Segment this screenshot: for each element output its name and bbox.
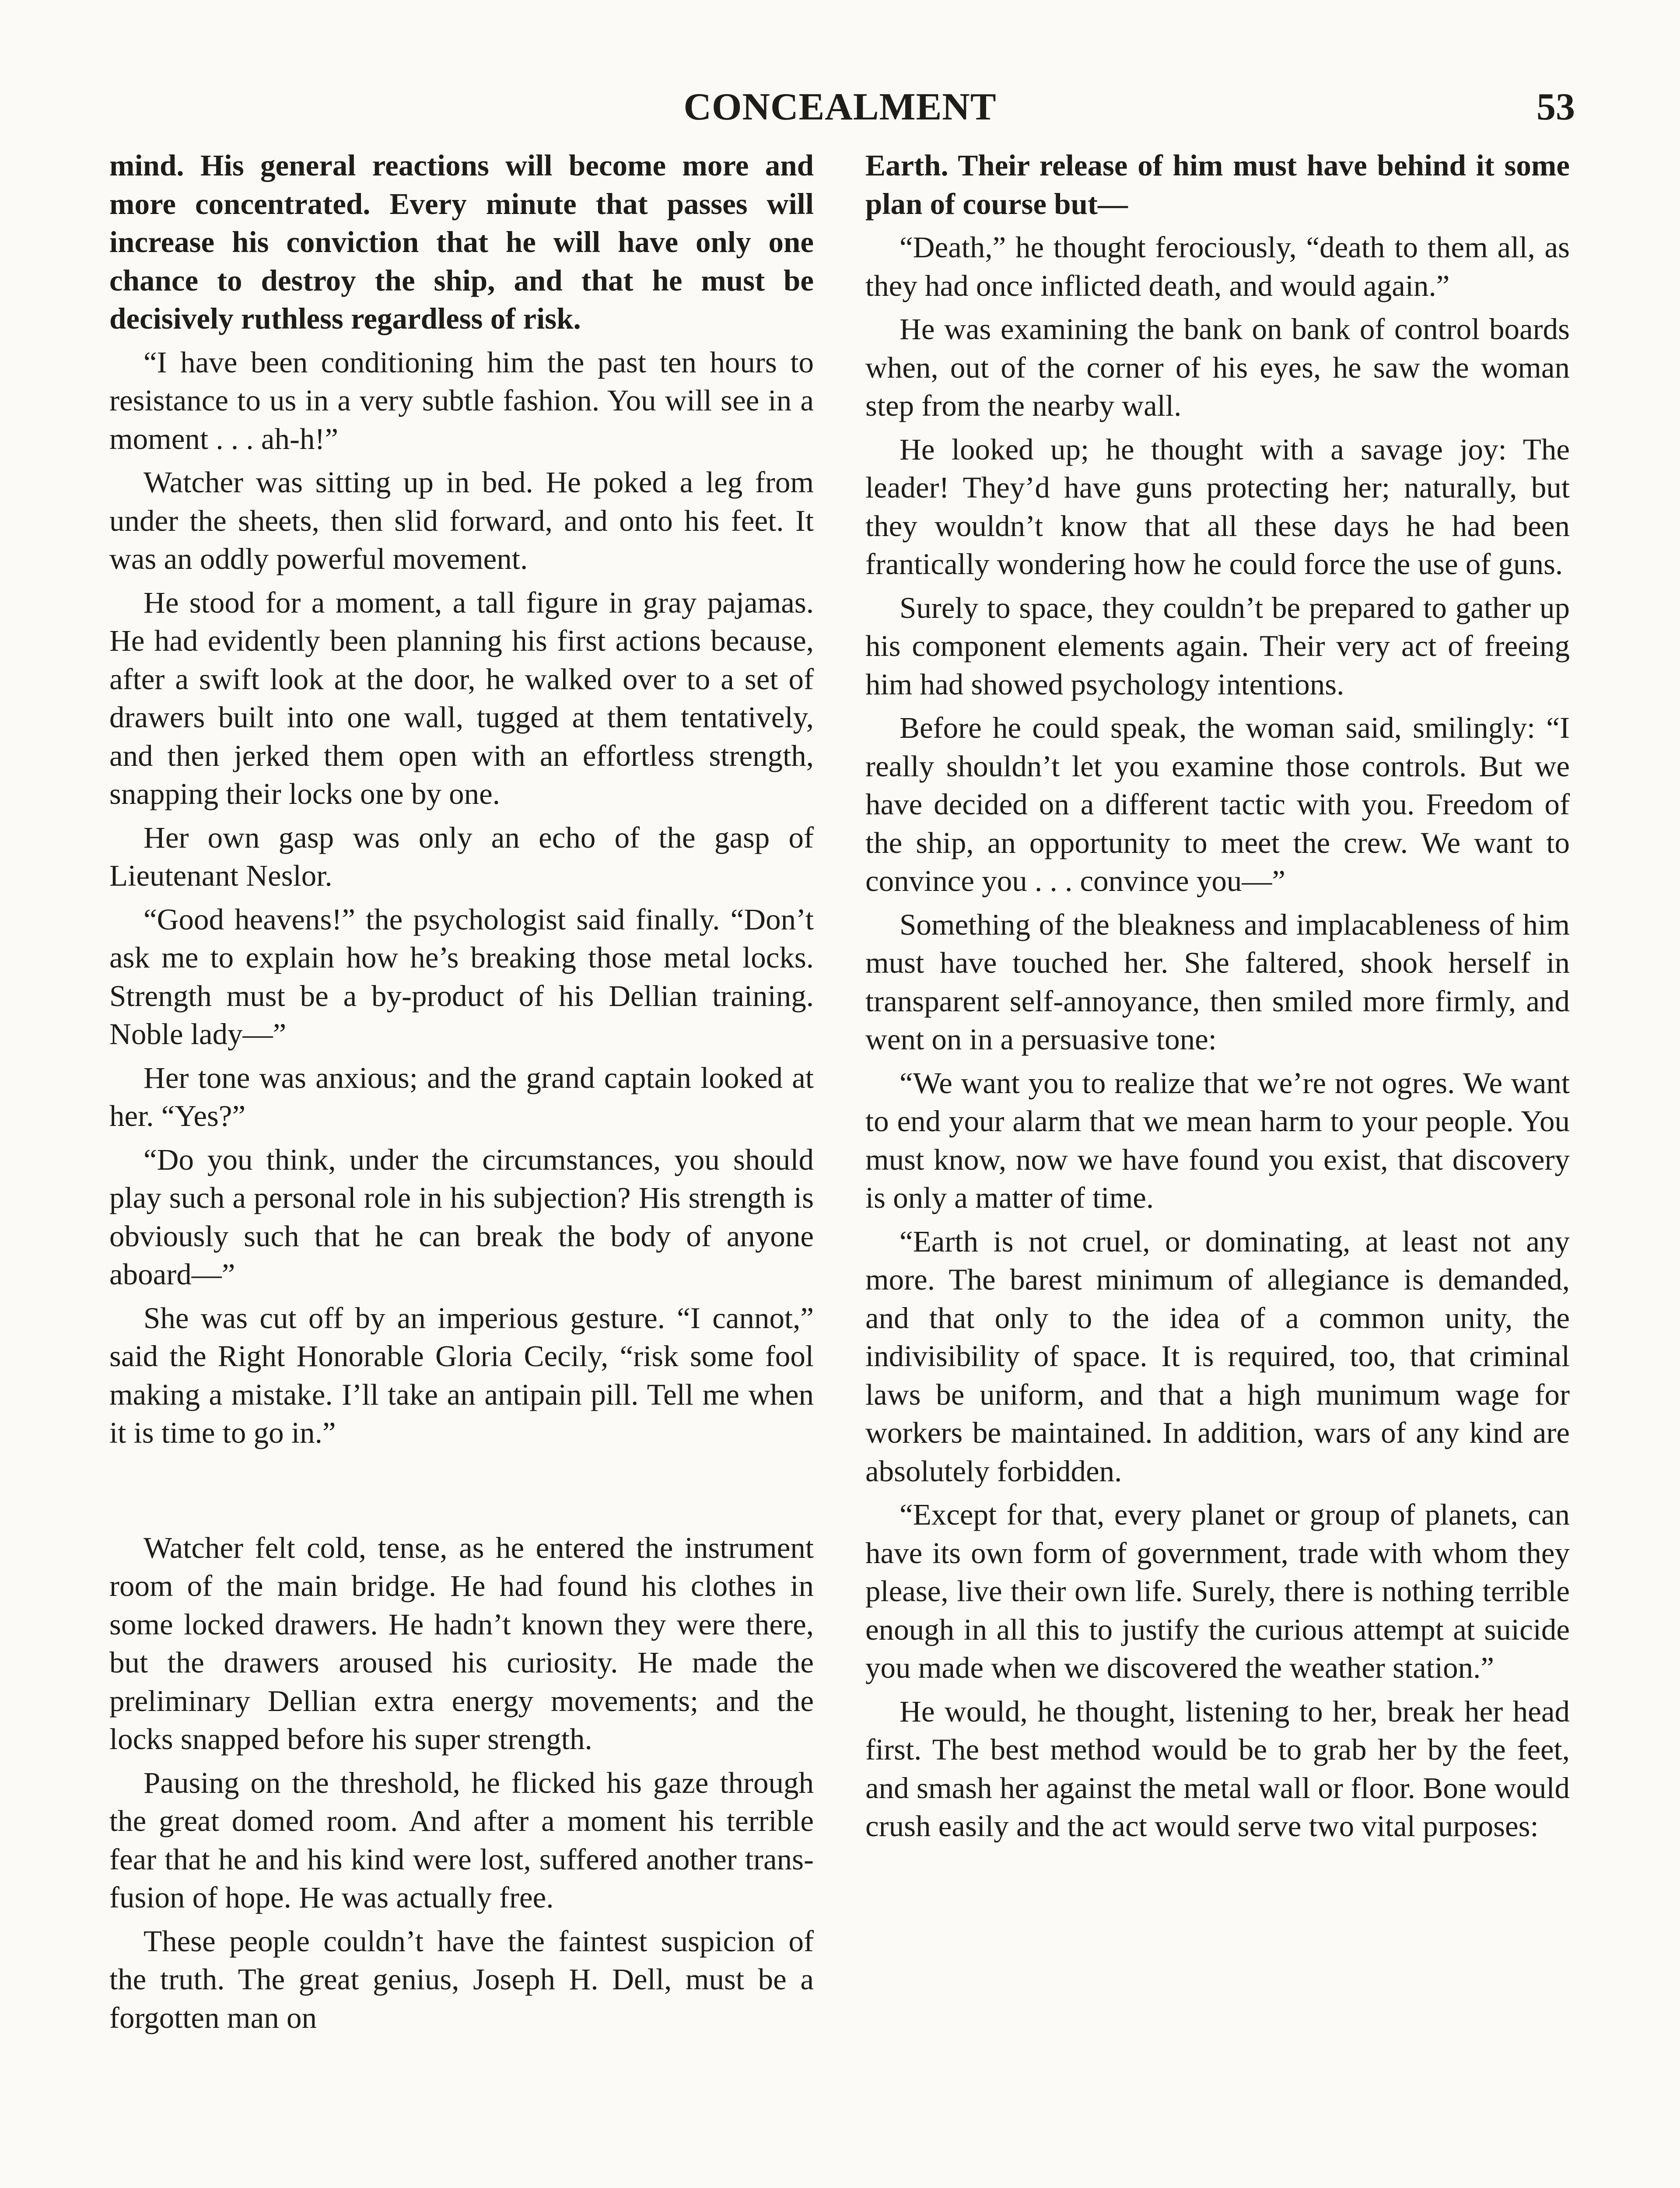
paragraph: “Death,” he thought ferociously, “death to them all, as they had once inflicted death, and would again.” — [865, 231, 1570, 302]
paragraph: “Earth is not cruel, or dominating, at least not any more. The barest minimum of allegiance is demanded, and that only to the idea of a common unity, the indivisibility of space. It is required, too, that criminal laws be uniform, and that a high munimum wage for workers be maintained. In addition, wars of any kind are absolutely forbidden. — [865, 1224, 1570, 1488]
paragraph: He would, he thought, listening to her, break her head first. The best method would be to grab her by the feet, and smash her against the metal wall or floor. Bone would crush easily and the act would serve two vital purposes: — [865, 1694, 1570, 1843]
paragraph: Something of the bleakness and implacableness of him must have touched her. She faltered, shook herself in transparent self-annoyance, then smiled more firmly, and went on in a persuasive tone: — [865, 908, 1570, 1056]
paragraph: “We want you to realize that we’re not ogres. We want to end your alarm that we mean harm to your people. You must know, now we have found you exist, that discovery is only a matter of time. — [865, 1066, 1570, 1214]
paragraph: “I have been conditioning him the past ten hours to resistance to us in a very subtle fashion. You will see in a moment . . . ah-h!” — [109, 345, 814, 456]
paragraph: mind. His general reactions will become more and more concentrated. Every minute that passes will increase his conviction that he will have only one chance to destroy the ship, and that he must be decisively ruthless regardless of risk. — [109, 149, 814, 335]
paragraph: He stood for a moment, a tall figure in gray pajamas. He had evidently been planning his first actions because, after a swift look at the door, he walked over to a set of drawers built into one wall, tugged at them tentatively, and then jerked them open with an effortless strength, snapping their locks one by one. — [109, 586, 814, 810]
paragraph: “Good heavens!” the psychologist said finally. “Don’t ask me to explain how he’s breaking those metal locks. Strength must be a by-product of his Dellian training. Noble lady—” — [109, 902, 814, 1051]
paragraph: “Do you think, under the circumstances, you should play such a personal role in his subjection? His strength is obviously such that he can break the body of anyone aboard—” — [109, 1143, 814, 1291]
paragraph: Her tone was anxious; and the grand captain looked at her. “Yes?” — [109, 1061, 814, 1133]
page-title: CONCEALMENT — [683, 86, 997, 128]
paragraph: Watcher was sitting up in bed. He poked a leg from under the sheets, then slid forward, and onto his feet. It was an oddly powerful movement. — [109, 466, 814, 575]
running-head — [105, 79, 1575, 136]
page-number: 53 — [1536, 86, 1575, 128]
paragraph: Her own gasp was only an echo of the gasp of Lieutenant Neslor. — [109, 820, 814, 892]
paragraph: Earth. Their release of him must have behind it some plan of course but— — [865, 149, 1570, 221]
paragraph: She was cut off by an imperious gesture. “I cannot,” said the Right Honorable Gloria Cecily, “risk some fool making a mistake. I’ll take an antipain pill. Tell me when it is time to go in.” — [109, 1301, 814, 1449]
paragraph: Watcher felt cold, tense, as he entered the instrument room of the main bridge. He had found his clothes in some locked drawers. He hadn’t known they were there, but the drawers aroused his curiosity. He made the preliminary Dellian extra energy movements; and the locks snapped before his super strength. — [109, 1531, 814, 1756]
paragraph: These people couldn’t have the faintest suspicion of the truth. The great genius, Joseph H. Dell, must be a forgotten man on — [109, 1924, 814, 2034]
paragraph: Surely to space, they couldn’t be prepared to gather up his component elements again. Their very act of freeing him had showed psychology intentions. — [865, 591, 1570, 701]
paragraph: Before he could speak, the woman said, smilingly: “I really shouldn’t let you examine those controls. But we have decided on a different tactic with you. Freedom of the ship, an opportunity to meet the crew. We want to convince you . . . convince you—” — [865, 711, 1570, 898]
paragraph: “Except for that, every planet or group of planets, can have its own form of government, trade with whom they please, live their own life. Surely, there is nothing terrible enough in all this to justify the curious attempt at suicide you made when we discovered the weather station.” — [865, 1498, 1570, 1684]
left-column — [109, 147, 814, 2188]
paragraph: He looked up; he thought with a savage joy: The leader! They’d have guns protecting her; naturally, but they wouldn’t know that all these days he had been frantically wondering how he could force the use of guns. — [865, 432, 1570, 581]
paragraph: Pausing on the threshold, he flicked his gaze through the great domed room. And after a moment his terrible fear that he and his kind were lost, suffered another transfusion of hope. He was actually free. — [109, 1766, 814, 1914]
right-column — [865, 147, 1570, 2188]
paragraph: He was examining the bank on bank of control boards when, out of the corner of his eyes, he saw the woman step from the nearby wall. — [865, 312, 1570, 422]
